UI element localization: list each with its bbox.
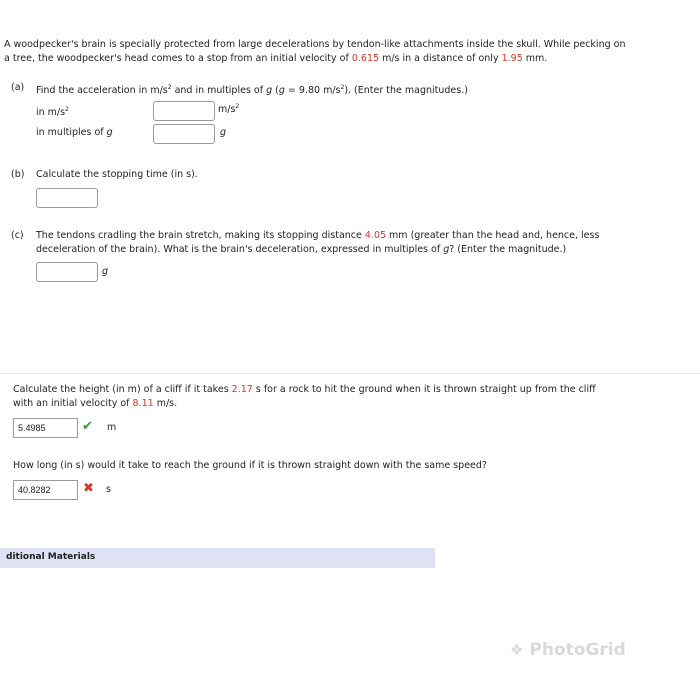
accel-unit-label <box>218 103 239 115</box>
q-text: with an initial velocity of <box>13 398 133 409</box>
additional-materials-label: ditional Materials <box>6 552 96 562</box>
second-unit-label: s <box>106 484 111 495</box>
accel-g-input[interactable] <box>153 124 215 144</box>
superscript: 2 <box>167 84 172 91</box>
additional-materials-bar[interactable] <box>0 548 435 568</box>
q-text: and in multiples of <box>171 85 267 97</box>
section-divider <box>0 373 700 374</box>
label-text: in m/s <box>36 107 66 119</box>
initial-velocity-value: 0.615 <box>351 53 380 64</box>
part-a-row2-label <box>36 126 113 140</box>
distance-value: 1.95 <box>501 53 523 64</box>
intro-text: mm. <box>522 53 548 64</box>
watermark-text: PhotoGrid <box>529 640 626 660</box>
part-a-question <box>36 81 468 98</box>
problem1-intro-line1: A woodpecker's brain is specially protected from large decelerations by tendon-like attachments inside the skull. While pecking on <box>4 39 626 50</box>
q-text: s for a rock to hit the ground when it is thrown straight up from the cliff <box>252 384 596 395</box>
problem2-line1 <box>13 383 596 397</box>
velocity-value: 8.11 <box>132 398 154 409</box>
time-value: 2.17 <box>231 384 253 395</box>
cliff-height-input[interactable]: 5.4985 <box>13 418 78 438</box>
intro-text: m/s in a distance of only <box>379 53 502 64</box>
cross-icon: ✖ <box>83 481 94 496</box>
g-symbol: g <box>443 244 450 255</box>
g-unit-label: g <box>220 127 227 138</box>
g-symbol: g <box>266 85 273 97</box>
part-c-tag: (c) <box>11 230 24 241</box>
problem2-question2: How long (in s) would it take to reach the ground if it is thrown straight down with the same speed? <box>13 460 487 471</box>
g-symbol: g <box>106 127 113 138</box>
part-b-question: Calculate the stopping time (in s). <box>36 169 198 180</box>
g-symbol: g <box>278 85 285 97</box>
q-text: ( <box>272 85 279 97</box>
q-text: ). (Enter the magnitudes.) <box>344 85 468 97</box>
g-unit-label: g <box>102 266 109 277</box>
part-b-tag: (b) <box>11 169 25 180</box>
q-text: = 9.80 m/s <box>284 85 341 97</box>
problem1-intro-line2 <box>4 52 547 66</box>
photogrid-watermark <box>510 640 626 660</box>
meter-unit-label: m <box>107 422 117 433</box>
superscript: 2 <box>65 106 69 113</box>
fall-time-input[interactable]: 40.8282 <box>13 480 78 500</box>
unit-text: m/s <box>218 104 236 116</box>
accel-ms2-input[interactable] <box>153 101 215 121</box>
photogrid-logo-icon: ❖ <box>510 641 524 659</box>
problem2-line2 <box>13 397 177 411</box>
q-text: m/s. <box>153 398 178 409</box>
part-a-tag: (a) <box>11 82 25 93</box>
q-text: Find the acceleration in m/s <box>36 85 168 97</box>
check-icon: ✔ <box>82 419 93 434</box>
q-text: Calculate the height (in m) of a cliff if it takes <box>13 384 232 395</box>
part-a-row1-label <box>36 103 69 120</box>
superscript: 2 <box>340 84 345 91</box>
intro-text: a tree, the woodpecker's head comes to a stop from an initial velocity of <box>4 53 352 64</box>
q-text: deceleration of the brain). What is the brain's deceleration, expressed in multiples of <box>36 244 444 255</box>
q-text: The tendons cradling the brain stretch, making its stopping distance <box>36 230 365 241</box>
label-text: in multiples of <box>36 127 107 138</box>
part-c-question-line1 <box>36 229 599 243</box>
q-text: mm (greater than the head and, hence, less <box>386 230 600 241</box>
stopping-time-input[interactable] <box>36 188 98 208</box>
stopping-distance-value: 4.05 <box>364 230 387 241</box>
brain-decel-input[interactable] <box>36 262 98 282</box>
part-c-question-line2 <box>36 243 566 257</box>
superscript: 2 <box>235 103 240 110</box>
q-text: ? (Enter the magnitude.) <box>449 244 567 255</box>
